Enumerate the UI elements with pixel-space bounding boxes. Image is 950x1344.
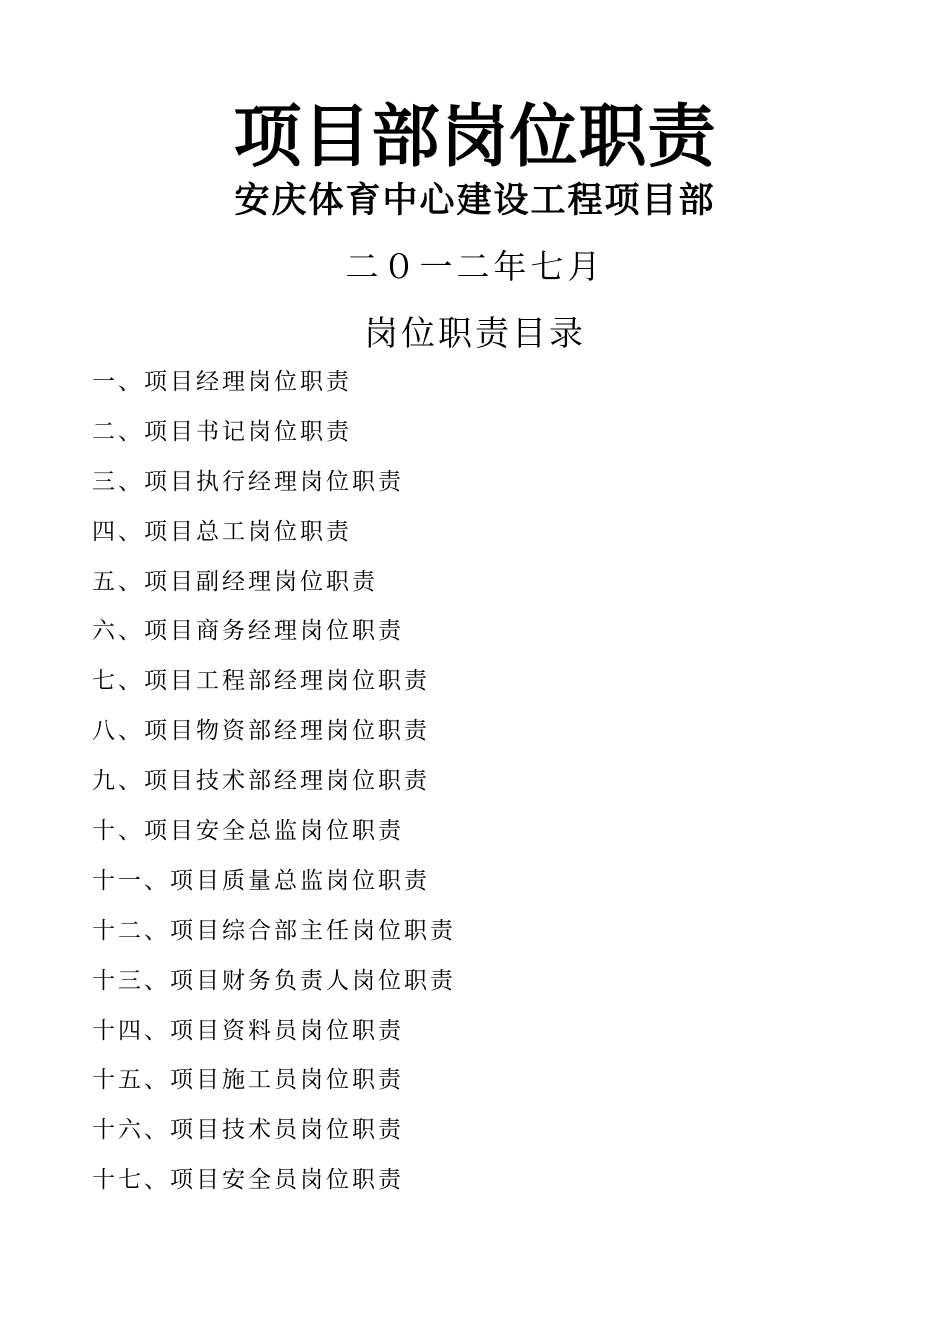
toc-item: 六、项目商务经理岗位职责 xyxy=(92,618,404,645)
toc-item: 四、项目总工岗位职责 xyxy=(92,518,352,545)
toc-list xyxy=(92,358,456,1206)
toc-item: 八、项目物资部经理岗位职责 xyxy=(92,718,430,745)
toc-item: 十二、项目综合部主任岗位职责 xyxy=(92,917,456,944)
toc-item: 十三、项目财务负责人岗位职责 xyxy=(92,967,456,994)
toc-item: 十、项目安全总监岗位职责 xyxy=(92,818,404,845)
toc-item: 三、项目执行经理岗位职责 xyxy=(92,468,404,495)
document-subtitle: 安庆体育中心建设工程项目部 xyxy=(234,180,716,221)
document-title: 项目部岗位职责 xyxy=(233,98,717,177)
toc-item: 五、项目副经理岗位职责 xyxy=(92,568,378,595)
toc-item: 一、项目经理岗位职责 xyxy=(92,369,352,395)
toc-item: 十五、项目施工员岗位职责 xyxy=(92,1067,404,1094)
toc-item: 二、项目书记岗位职责 xyxy=(92,418,352,445)
document-date: 二０一二年七月 xyxy=(345,247,605,286)
toc-item: 十四、项目资料员岗位职责 xyxy=(92,1017,404,1044)
toc-heading: 岗位职责目录 xyxy=(364,314,586,354)
toc-item: 七、项目工程部经理岗位职责 xyxy=(92,668,430,695)
toc-item: 十六、项目技术员岗位职责 xyxy=(92,1117,404,1144)
toc-item: 十七、项目安全员岗位职责 xyxy=(92,1167,404,1194)
toc-item: 九、项目技术部经理岗位职责 xyxy=(92,768,430,795)
toc-item: 十一、项目质量总监岗位职责 xyxy=(92,867,430,894)
